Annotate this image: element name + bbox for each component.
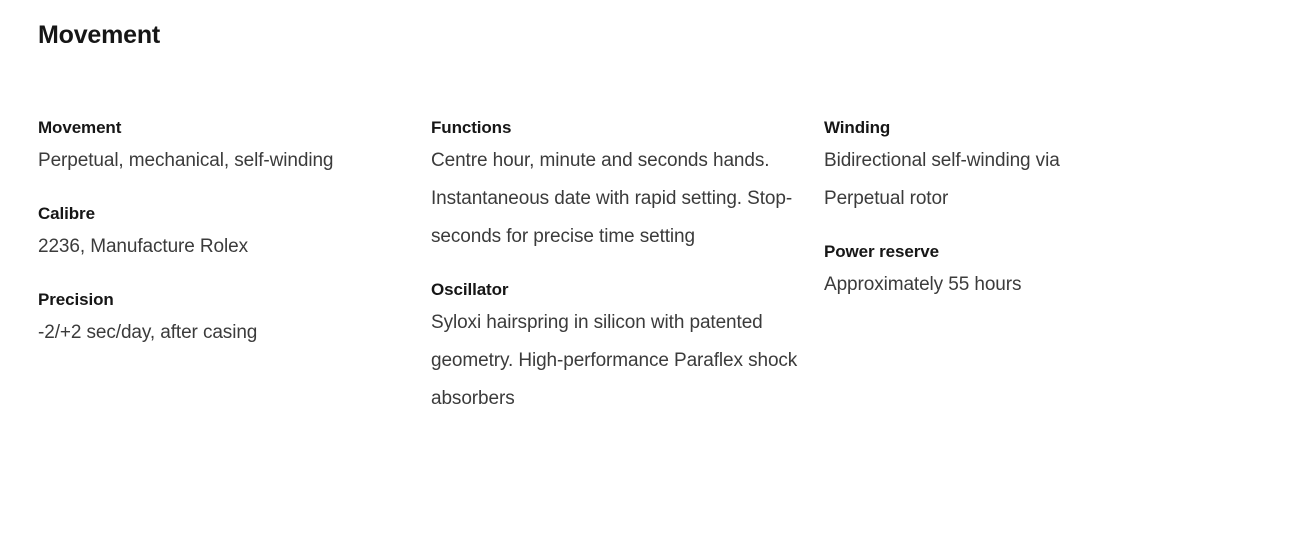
spec-calibre xyxy=(38,200,411,266)
page-title: Movement xyxy=(38,21,161,49)
spec-label: Oscillator xyxy=(431,280,509,299)
spec-value: Bidirectional self-winding via Perpetual rotor xyxy=(824,150,1060,209)
spec-label: Power reserve xyxy=(824,242,939,261)
specification-columns xyxy=(38,114,1263,418)
spec-label: Winding xyxy=(824,118,891,137)
spec-value: Centre hour, minute and seconds hands. Instantaneous date with rapid setting. Stop-seconds for precise time setting xyxy=(431,150,793,247)
spec-oscillator xyxy=(431,276,804,418)
spec-movement xyxy=(38,114,411,180)
spec-value: Approximately 55 hours xyxy=(824,274,1022,295)
spec-label: Calibre xyxy=(38,204,95,223)
spec-label: Movement xyxy=(38,118,122,137)
spec-value: -2/+2 sec/day, after casing xyxy=(38,322,258,343)
spec-value: Perpetual, mechanical, self-winding xyxy=(38,150,334,171)
specification-column-2 xyxy=(431,114,824,418)
spec-label: Precision xyxy=(38,290,114,309)
spec-value: 2236, Manufacture Rolex xyxy=(38,236,248,257)
specification-column-3 xyxy=(824,114,1244,418)
spec-label: Functions xyxy=(431,118,512,137)
specification-column-1 xyxy=(38,114,431,418)
spec-power-reserve xyxy=(824,238,1244,304)
spec-precision xyxy=(38,286,411,352)
spec-winding xyxy=(824,114,1244,218)
spec-functions xyxy=(431,114,804,256)
spec-value: Syloxi hairspring in silicon with patented geometry. High-performance Paraflex shock absorbers xyxy=(431,312,798,409)
